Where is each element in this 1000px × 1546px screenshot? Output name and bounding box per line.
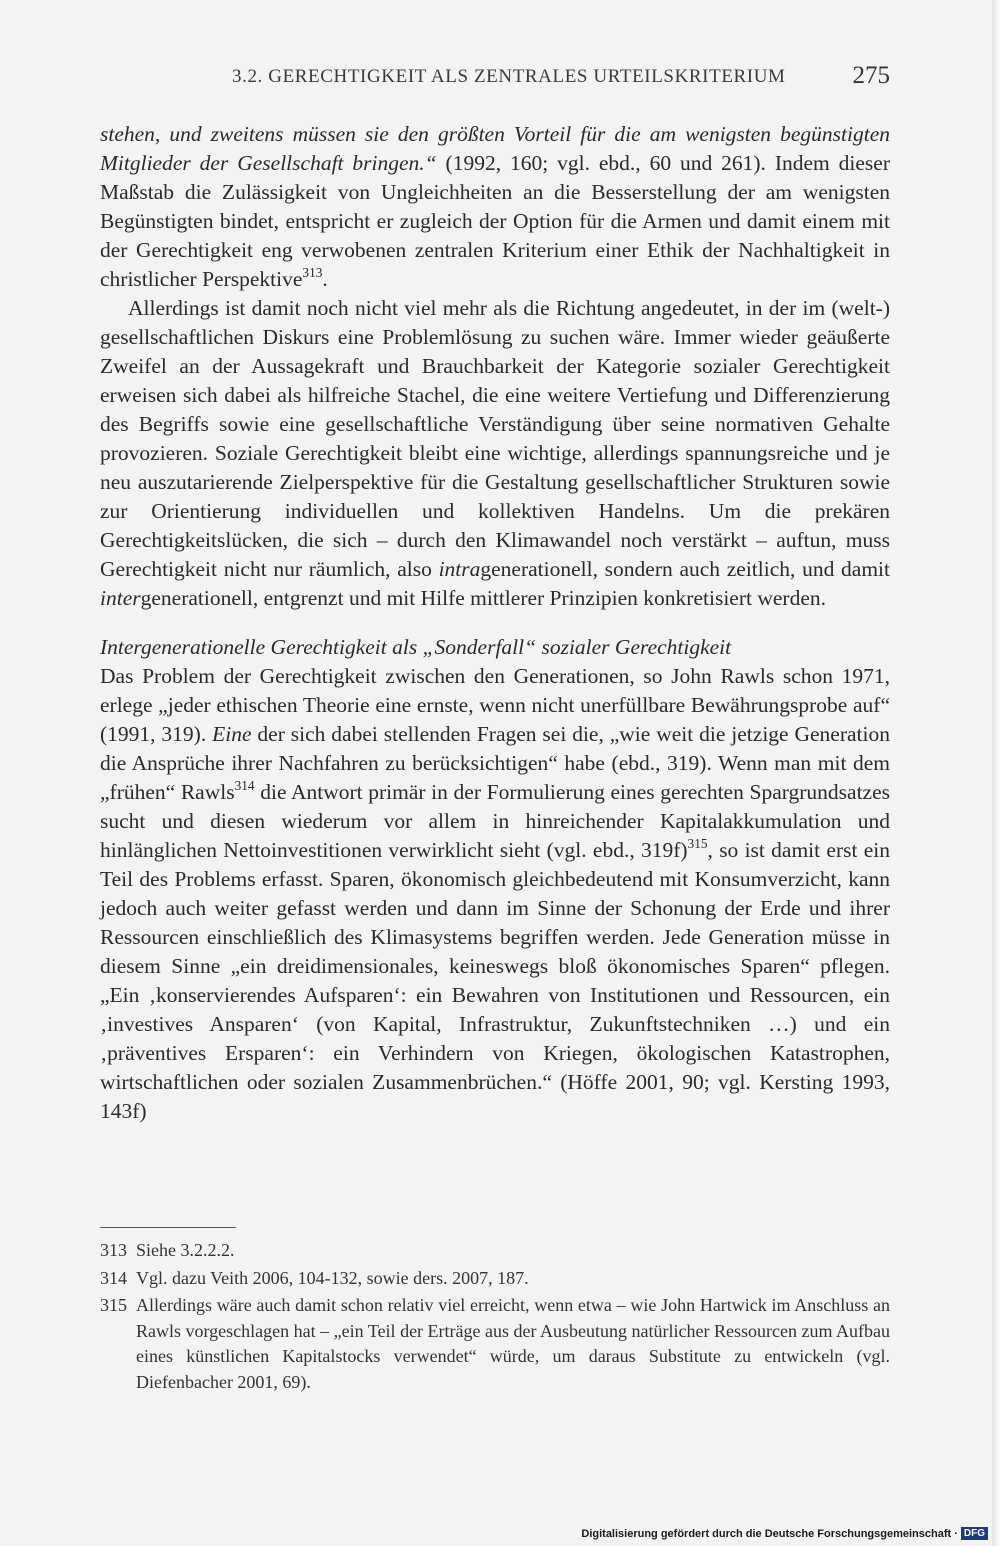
paragraph-2-text-3: generationell, entgrenzt und mit Hilfe mittlerer Prinzipien konkretisiert werden. [140,586,826,610]
footnote-ref-315: 315 [687,835,708,851]
paragraph-1-end: . [322,267,328,291]
page-edge [992,0,1000,1546]
paragraph-3-text-1: Das Problem der Gerechtigkeit zwischen den Generationen, so John Rawls schon 1971, erlege „jeder ethischen Theorie eine ernste, wenn nicht unerfüllbare Bewährungsprobe auf“ (1991, 319). [100,664,890,746]
footnote-text: Vgl. dazu Veith 2006, 104-132, sowie ders. 2007, 187. [136,1267,529,1288]
dfg-logo-icon: DFG [961,1527,988,1540]
page-number: 275 [852,62,890,89]
paragraph-3-text-2: der sich dabei stellenden Fragen sei die, „wie weit die jetzige Generation die Ansprüche ihrer Nachfahren zu berücksichtigen“ habe (ebd., 319). Wenn man mit dem „frühen“ Rawls [100,722,890,804]
footnote-ref-313: 313 [302,264,323,280]
inter-italic: inter [100,586,141,610]
paragraph-1 [100,120,890,294]
paragraph-2-text-1: Allerdings ist damit noch nicht viel mehr als die Richtung angedeutet, in der im (welt-) gesellschaftlichen Diskurs eine Problemlösung zu suchen wäre. Immer wieder geäußerte Zweifel an der Aussagekraft und Brauchbarkeit der Kategorie sozialer Gerechtigkeit erweisen sich dabei als hilfreiche Stachel, die eine weitere Vertiefung und Differenzierung des Begriffs sowie eine gesellschaftliche Verständigung über seine normativen Gehalte provozieren. Soziale Gerechtigkeit bleibt eine wichtige, allerdings spannungsreiche und je neu auszutarierende Zielperspektive für die Gestaltung gesellschaftlicher Strukturen sowie zur Orientierung individuellen und kollektiven Handelns. Um die prekären Gerechtigkeitslücken, die sich – durch den Klimawandel noch verstärkt – auftun, muss Gerechtigkeit nicht nur räumlich, also [100,296,890,581]
footnote-number: 313 [100,1240,127,1260]
quote-italic: stehen, und zweitens müssen sie den größten Vorteil für die am wenigsten begünstigten Mitglieder der Gesellschaft bringen.“ [100,122,890,175]
eine-italic: Eine [212,722,252,746]
footnote-313 [100,1238,890,1264]
paragraph-3-text-4: , so ist damit erst ein Teil des Problems erfasst. Sparen, ökonomisch gleichbedeutend mit Konsumverzicht, kann jedoch auch weiter gefasst werden und dann im Sinne der Schonung der Erde und ihrer Ressourcen einschließlich des Klimasystems begriffen werden. Jede Generation müsse in diesem Sinne „ein dreidimensionales, keineswegs bloß ökonomisches Sparen“ pflegen. „Ein ‚konservierendes Aufsparen‘: ein Bewahren von Institutionen und Ressourcen, ein ‚investives Ansparen‘ (von Kapital, Infrastruktur, Zukunftstechniken …) und ein ‚präventives Ersparen‘: ein Verhindern von Kriegen, ökologischen Katastrophen, wirtschaftlichen oder sozialen Zusammenbrüchen.“ (Höffe 2001, 90; vgl. Kersting 1993, 143f) [100,838,890,1123]
paragraph-3-text-3: die Antwort primär in der Formulierung eines gerechten Spargrundsatzes sucht und diesen wiederum vor allem in hinreichender Kapitalakkumulation und hinlänglichen Nettoinvestitionen verwirklicht sieht (vgl. ebd., 319f) [100,780,890,862]
running-head: 3.2. GERECHTIGKEIT ALS ZENTRALES URTEILSKRITERIUM [232,66,786,87]
digitization-credit [581,1527,988,1540]
footnote-rule [100,1227,236,1228]
page-header [100,62,890,98]
credit-text: Digitalisierung gefördert durch die Deutsche Forschungsgemeinschaft · [581,1527,958,1540]
footnote-number: 315 [100,1295,127,1315]
footnote-text: Allerdings wäre auch damit schon relativ viel erreicht, wenn etwa – wie John Hartwick im Anschluss an Rawls vorgeschlagen hat – „ein Teil der Erträge aus der Ausbeutung natürlicher Ressourcen zum Aufbau eines künstlichen Kapitalstocks verwendet“ würde, um daraus Substitute zu entwickeln (vgl. Diefenbacher 2001, 69). [136,1295,890,1392]
footnote-ref-314: 314 [234,777,255,793]
paragraph-1-text: (1992, 160; vgl. ebd., 60 und 261). Indem dieser Maßstab die Zulässigkeit von Ungleichheiten an die Besserstellung der am wenigsten Begünstigten bindet, entspricht er zugleich der Option für die Armen und damit einem mit der Gerechtigkeit eng verwobenen zentralen Kriterium einer Ethik der Nachhaltigkeit in christlicher Perspektive [100,151,890,291]
footnote-text: Siehe 3.2.2.2. [136,1240,235,1260]
section-heading: Intergenerationelle Gerechtigkeit als „Sonderfall“ sozialer Gerechtigkeit [100,635,732,659]
main-text [100,120,890,1126]
footnote-314 [100,1266,890,1292]
footnote-number: 314 [100,1267,127,1288]
paragraph-2 [100,294,890,613]
footnotes [100,1238,890,1397]
paragraph-2-text-2: generationell, sondern auch zeitlich, und damit [480,557,890,581]
paragraph-3 [100,662,890,1126]
footnote-315 [100,1293,890,1395]
intra-italic: intra [438,557,481,581]
